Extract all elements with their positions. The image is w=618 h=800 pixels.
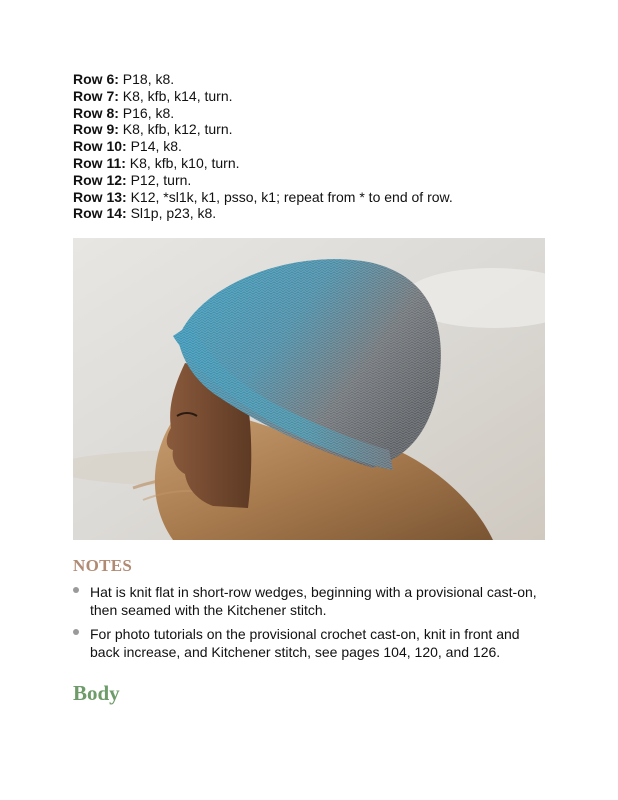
row-text: P16, k8. <box>118 104 175 121</box>
row-text: Sl1p, p23, k8. <box>126 205 217 222</box>
row-text: K12, *sl1k, k1, psso, k1; repeat from * to end of row. <box>126 188 453 205</box>
note-text: Hat is knit flat in short-row wedges, beginning with a provisional cast-on, then seamed with the Kitchener stitch. <box>90 584 537 618</box>
row-text: K8, kfb, k14, turn. <box>118 87 233 104</box>
pattern-row <box>73 172 453 189</box>
row-label: Row 9: <box>73 121 119 138</box>
pattern-row <box>73 205 453 222</box>
pattern-row <box>73 189 453 206</box>
row-text: K8, kfb, k12, turn. <box>118 121 233 138</box>
pattern-rows <box>73 71 453 222</box>
row-text: K8, kfb, k10, turn. <box>125 154 240 171</box>
notes-heading: NOTES <box>73 556 133 575</box>
notes-list <box>73 583 543 667</box>
hat-photo <box>73 238 545 540</box>
bullet-icon <box>73 587 79 593</box>
pattern-row <box>73 155 453 172</box>
section-heading-body: Body <box>73 681 120 705</box>
pattern-row <box>73 138 453 155</box>
row-label: Row 13: <box>73 188 127 205</box>
row-text: P14, k8. <box>126 138 182 155</box>
pattern-row <box>73 71 453 88</box>
list-item <box>73 583 543 619</box>
row-label: Row 11: <box>73 154 126 171</box>
row-label: Row 6: <box>73 71 119 87</box>
list-item <box>73 625 543 661</box>
pattern-row <box>73 88 453 105</box>
pattern-row <box>73 121 453 138</box>
row-label: Row 10: <box>73 138 127 155</box>
row-label: Row 7: <box>73 87 119 104</box>
row-text: P12, turn. <box>126 171 192 188</box>
row-text: P18, k8. <box>118 71 175 87</box>
row-label: Row 8: <box>73 104 119 121</box>
bullet-icon <box>73 629 79 635</box>
row-label: Row 12: <box>73 171 127 188</box>
pattern-row <box>73 105 453 122</box>
row-label: Row 14: <box>73 205 127 222</box>
note-text: For photo tutorials on the provisional crochet cast-on, knit in front and back increase, and Kitchener stitch, see pages 104, 120, and 126. <box>90 626 520 660</box>
